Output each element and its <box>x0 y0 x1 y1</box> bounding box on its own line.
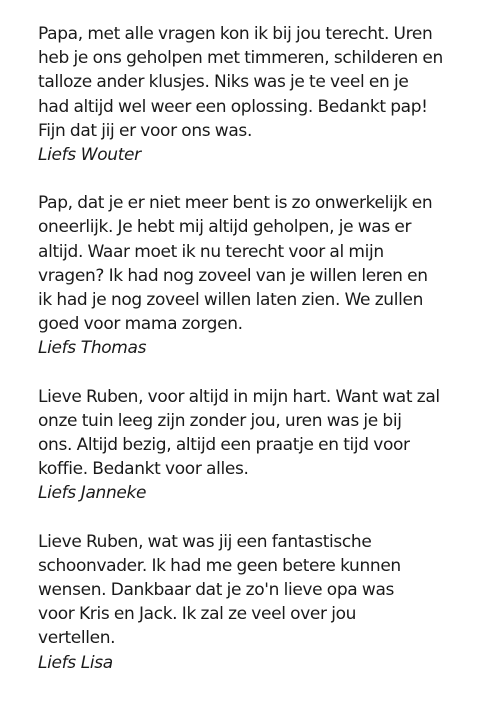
signature: Liefs Janneke <box>38 483 147 504</box>
message-janneke <box>38 385 470 506</box>
message-body: Pap, dat je er niet meer bent is zo onwerkelijk en oneerlijk. Je hebt mij altijd geholpen, je was er altijd. Waar moet ik nu terecht voor al mijn vragen? Ik had nog zoveel van je willen leren en ik had je nog zoveel willen laten zien. We zullen goed voor mama zorgen. <box>38 193 433 335</box>
message-wouter <box>38 22 470 167</box>
signature: Liefs Thomas <box>38 338 147 359</box>
message-lisa <box>38 530 470 675</box>
message-body: Papa, met alle vragen kon ik bij jou terecht. Uren heb je ons geholpen met timmeren, schilderen en talloze ander klusjes. Niks was je te veel en je had altijd wel weer een oplossing. Bedankt pap! Fijn dat jij er voor ons was. <box>38 24 443 141</box>
signature: Liefs Wouter <box>38 145 141 166</box>
message-body: Lieve Ruben, voor altijd in mijn hart. Want wat zal onze tuin leeg zijn zonder jou, uren was je bij ons. Altijd bezig, altijd een praatje en tijd voor koffie. Bedankt voor alles. <box>38 386 440 480</box>
condolence-messages <box>38 22 470 699</box>
message-thomas <box>38 191 470 360</box>
signature: Liefs Lisa <box>38 652 113 673</box>
message-body: Lieve Ruben, wat was jij een fantastische schoonvader. Ik had me geen betere kunnen wensen. Dankbaar dat je zo'n lieve opa was voor Kris en Jack. Ik zal ze veel over jou vertellen. <box>38 531 401 649</box>
